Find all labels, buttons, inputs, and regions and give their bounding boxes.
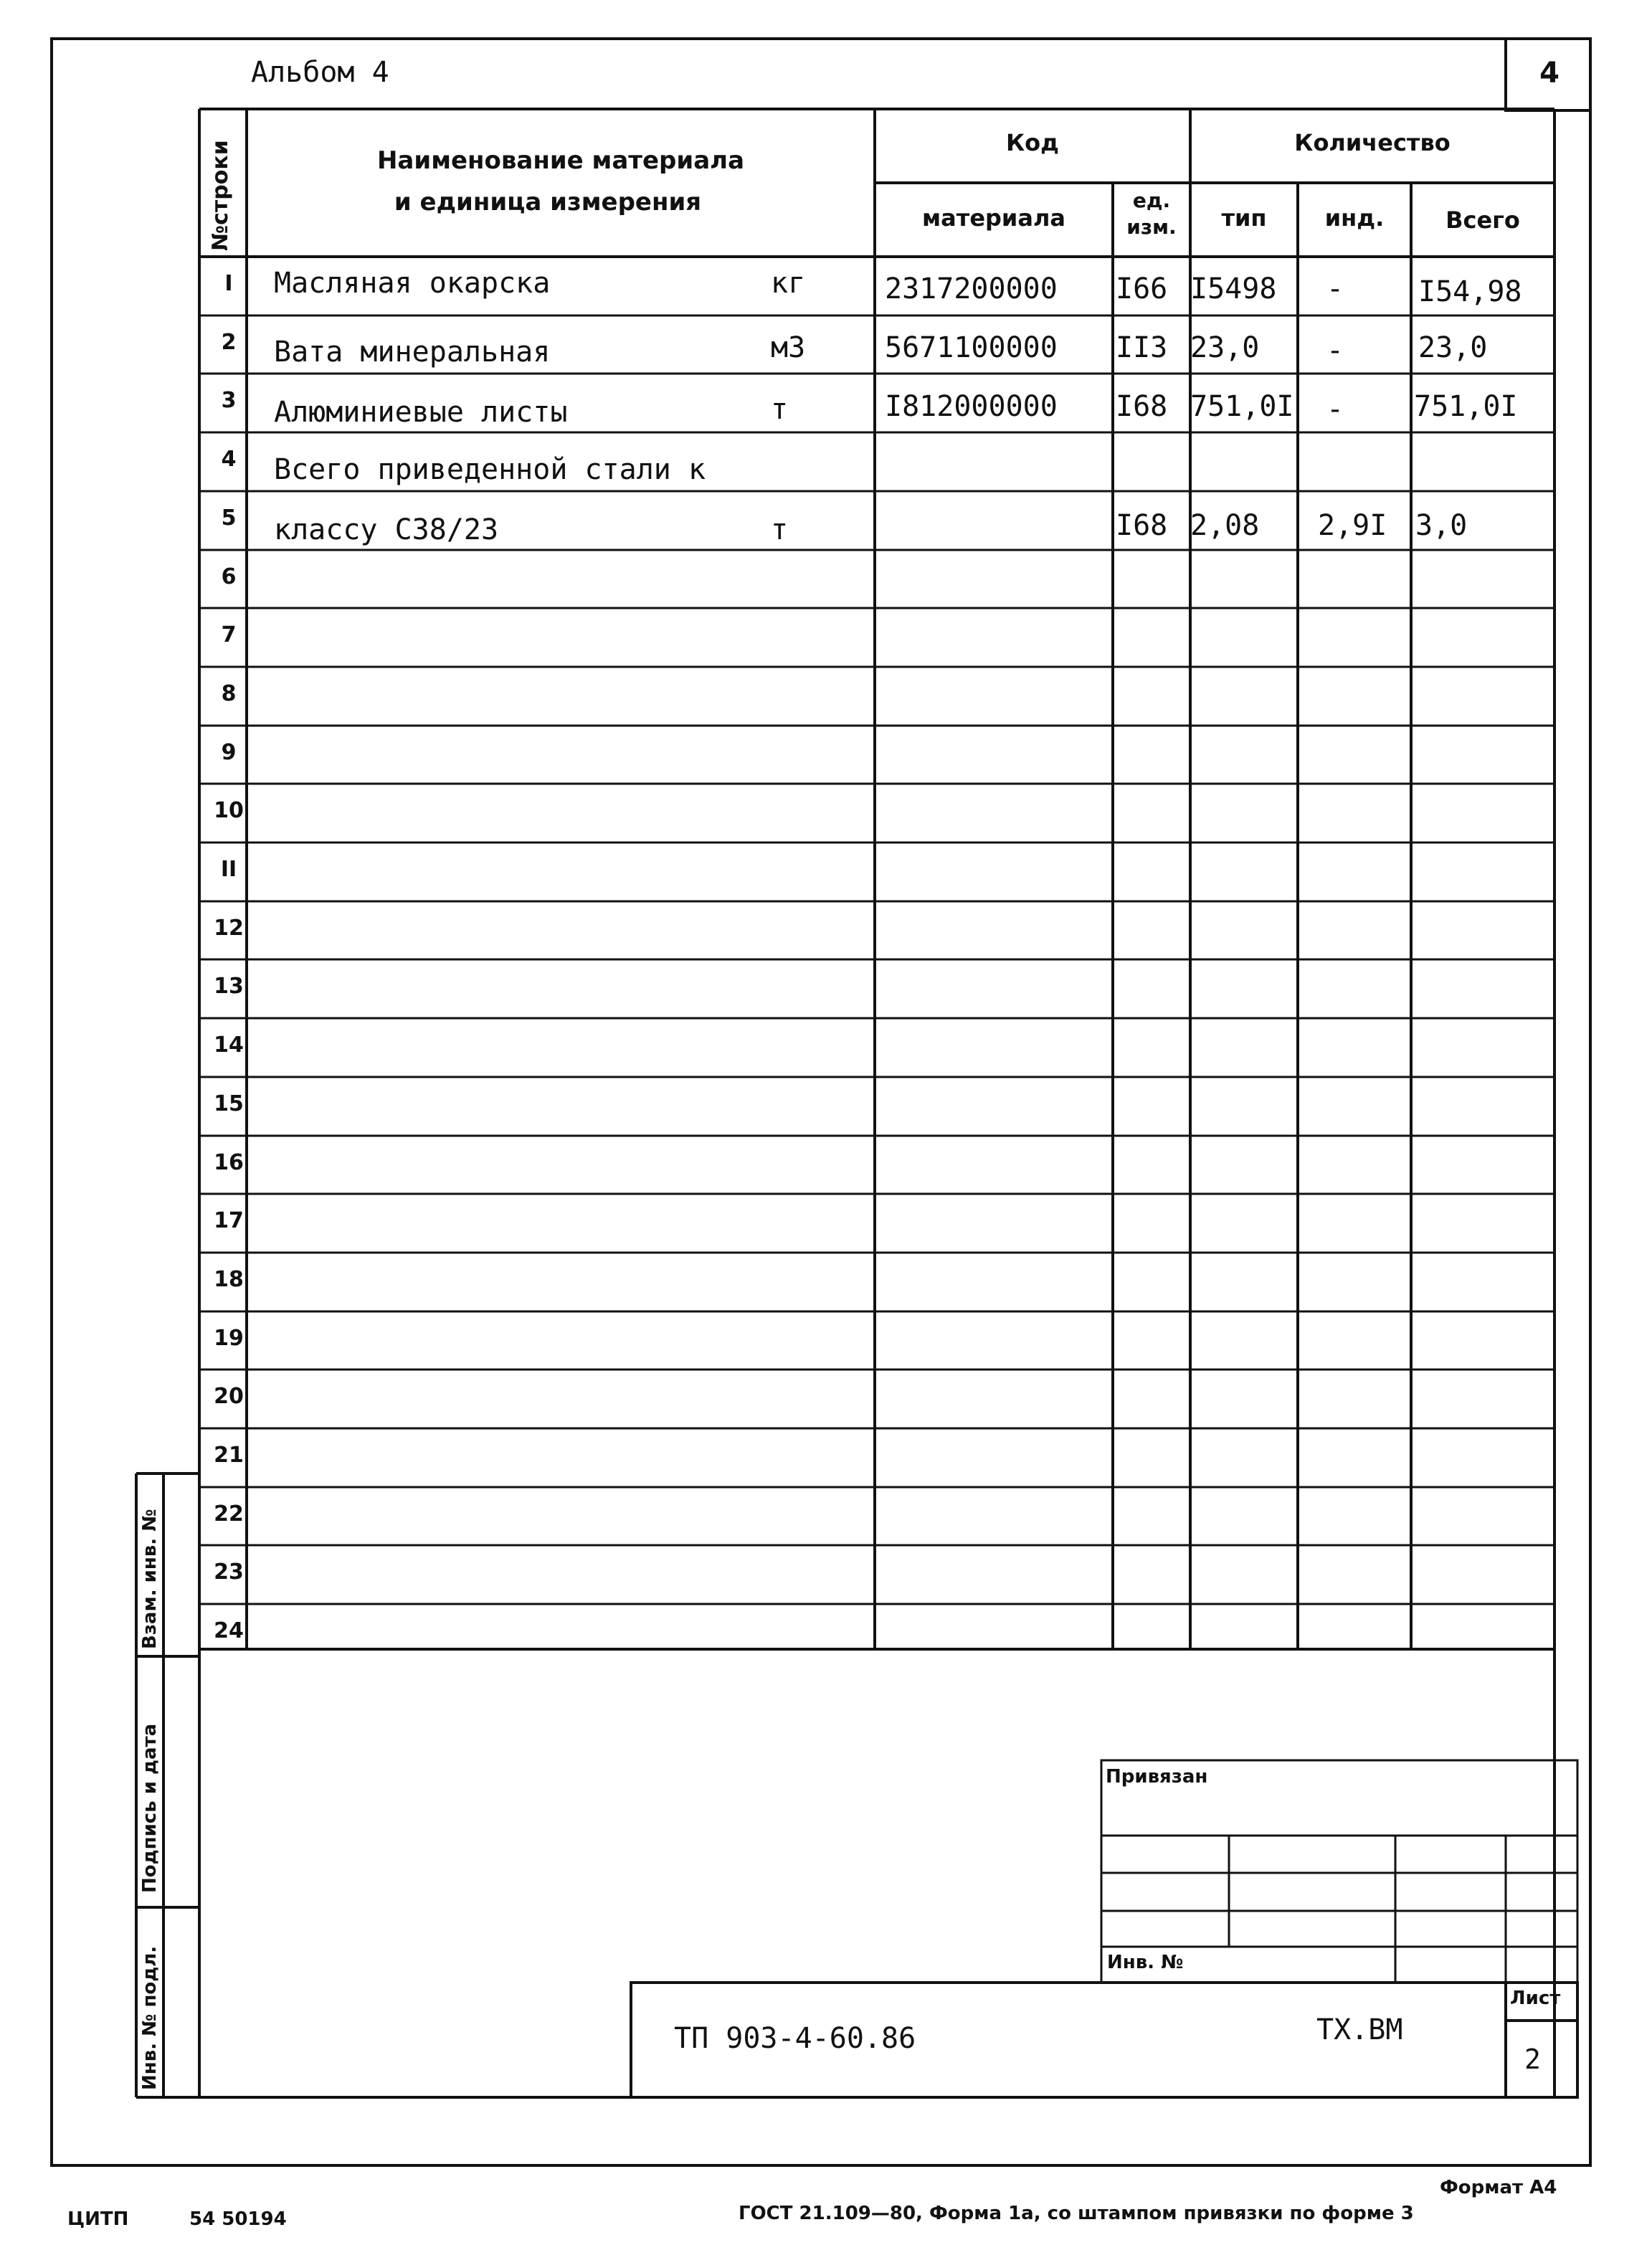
row-number: 9	[221, 740, 237, 765]
header-qty-ind: инд.	[1324, 204, 1385, 232]
row-number: 5	[221, 506, 237, 531]
row-1-total: I54,98	[1418, 275, 1522, 308]
row-1-unit: кг	[771, 267, 806, 300]
sheet-number: 2	[1524, 2044, 1541, 2075]
header-code: Код	[1006, 129, 1059, 156]
row-2-unit: м3	[771, 331, 806, 364]
row-number: 19	[214, 1326, 244, 1351]
sheet-label: Лист	[1510, 1988, 1561, 2009]
row-number: 4	[221, 447, 237, 472]
row-number: 7	[221, 622, 237, 647]
side-label-inv: Инв. № подл.	[139, 1945, 161, 2090]
doc-code: ТП 903-4-60.86	[674, 2022, 916, 2055]
side-label-podpis: Подпись и дата	[139, 1723, 161, 1893]
row-number: 3	[221, 388, 237, 413]
row-number: 8	[221, 681, 237, 706]
side-label-vzam: Взам. инв. №	[139, 1509, 161, 1649]
doc-mark: ТХ.ВМ	[1316, 2013, 1403, 2046]
row-number: 6	[221, 564, 237, 589]
row-number: 14	[214, 1033, 244, 1058]
row-number: 10	[214, 798, 244, 823]
header-name-line1: Наименование материала	[376, 146, 745, 175]
row-3-unit-code: I68	[1116, 390, 1168, 423]
row-1-unit-code: I66	[1116, 272, 1168, 305]
row-5-total: 3,0	[1415, 509, 1468, 542]
row-1-name: Масляная окарска	[274, 267, 551, 300]
row-number: II	[220, 857, 237, 882]
row-2-ind: -	[1326, 334, 1344, 367]
row-3-total: 751,0I	[1414, 390, 1518, 423]
row-5-ind: 2,9I	[1318, 509, 1387, 542]
row-3-material: I812000000	[885, 390, 1058, 423]
row-number: 18	[214, 1267, 244, 1292]
row-3-type: 751,0I	[1190, 390, 1294, 423]
row-number: 23	[214, 1560, 244, 1585]
row-number: 20	[214, 1384, 244, 1409]
footer-left: ЦИТП	[67, 2208, 129, 2230]
header-quantity: Количество	[1294, 129, 1451, 156]
row-number: 17	[214, 1208, 244, 1233]
header-qty-type: тип	[1221, 204, 1267, 232]
row-number: 12	[214, 916, 244, 941]
album-title: Альбом 4	[251, 56, 389, 89]
row-2-total: 23,0	[1418, 331, 1488, 364]
row-1-ind: -	[1326, 272, 1344, 305]
row-2-material: 5671100000	[885, 331, 1058, 364]
binding-stamp-title: Привязан	[1106, 1766, 1208, 1788]
header-code-unit-2: изм.	[1126, 215, 1177, 239]
row-5-unit-code: I68	[1116, 509, 1168, 542]
header-code-unit-1: ед.	[1132, 189, 1171, 212]
binding-stamp-inv: Инв. №	[1107, 1952, 1184, 1973]
row-number: I	[224, 271, 233, 296]
row-2-name: Вата минеральная	[274, 336, 551, 369]
footer-gost: ГОСТ 21.109—80, Форма 1а, со штампом привязки по форме 3	[739, 2203, 1414, 2224]
row-5-type: 2,08	[1190, 509, 1260, 542]
footer-left-no: 54 50194	[189, 2208, 287, 2230]
row-3-name: Алюминиевые листы	[274, 396, 568, 429]
row-number: 15	[214, 1091, 244, 1116]
row-3-unit: т	[771, 393, 789, 426]
footer-format: Формат А4	[1440, 2177, 1557, 2198]
row-1-type: I5498	[1190, 272, 1277, 305]
row-5-name: классу С38/23	[274, 513, 499, 546]
row-number: 22	[214, 1501, 244, 1527]
row-number: 16	[214, 1150, 244, 1175]
header-name-line2: и единица измерения	[394, 188, 702, 217]
header-qty-total: Всего	[1446, 207, 1520, 234]
page-number: 4	[1504, 37, 1592, 112]
row-2-unit-code: II3	[1116, 331, 1168, 364]
row-number: 2	[221, 330, 237, 355]
row-number: 24	[214, 1618, 244, 1643]
header-row-no: №строки	[208, 140, 233, 251]
row-1-material: 2317200000	[885, 272, 1058, 305]
row-number: 13	[214, 974, 244, 999]
row-3-ind: -	[1326, 393, 1344, 426]
row-5-unit: т	[771, 513, 789, 546]
row-number: 21	[214, 1443, 244, 1468]
header-code-material: материала	[922, 204, 1065, 232]
row-2-type: 23,0	[1190, 331, 1260, 364]
row-4-name: Всего приведенной стали к	[274, 453, 706, 486]
